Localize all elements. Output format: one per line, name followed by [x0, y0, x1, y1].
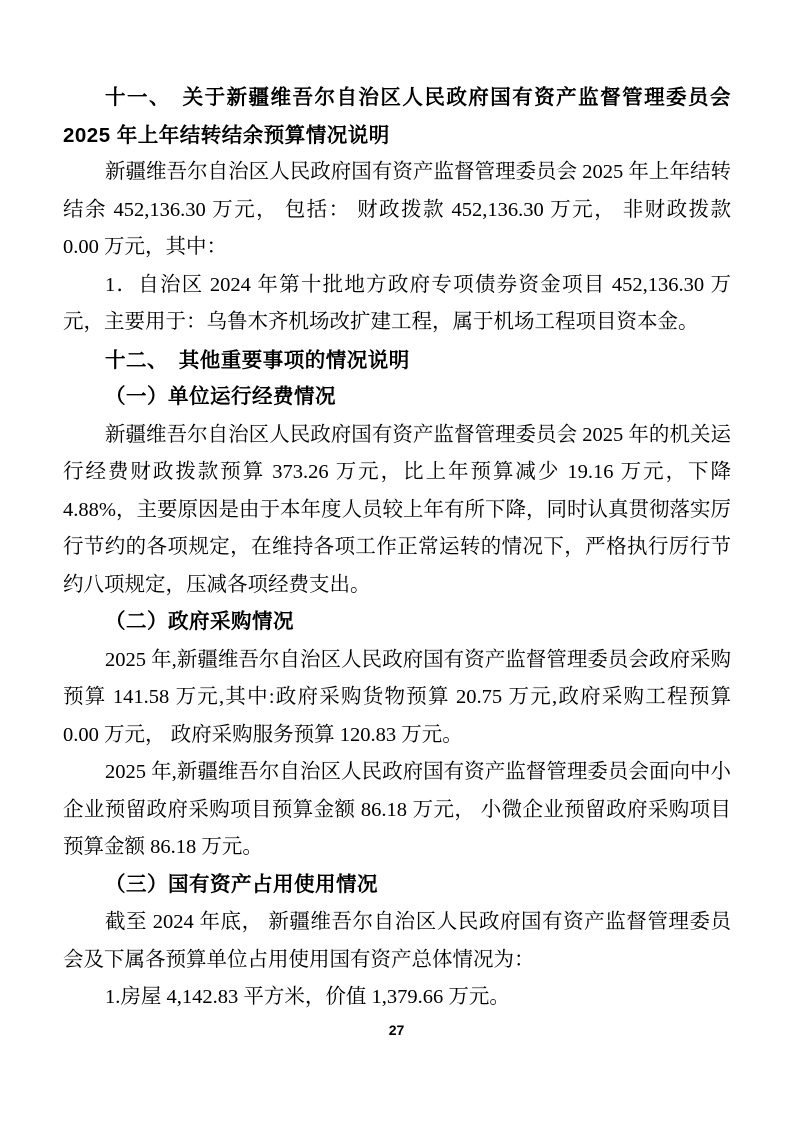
- section-heading-11: 十一、 关于新疆维吾尔自治区人民政府国有资产监督管理委员会 2025 年上年结转结余预算情况说明: [63, 86, 731, 147]
- sub-heading-procurement: （二）政府采购情况: [105, 611, 294, 633]
- paragraph-carryover-summary: 新疆维吾尔自治区人民政府国有资产监督管理委员会 2025 年上年结转结余 452,136.30 万元， 包括： 财政拨款 452,136.30 万元， 非财政拨款 0.00 万元，其中：: [63, 161, 731, 258]
- sub-heading-operating-funds: （一）单位运行经费情况: [105, 386, 336, 408]
- paragraph-state-assets-intro: 截至 2024 年底， 新疆维吾尔自治区人民政府国有资产监督管理委员会及下属各预算单位占用使用国有资产总体情况为：: [63, 911, 731, 971]
- page-number: 27: [388, 1022, 405, 1038]
- section-heading-12: 十二、 其他重要事项的情况说明: [105, 348, 410, 372]
- document-body: [63, 79, 731, 1017]
- paragraph-bond-project: 1．自治区 2024 年第十批地方政府专项债券资金项目 452,136.30 万元，主要用于：乌鲁木齐机场改扩建工程，属于机场工程项目资本金。: [63, 273, 731, 333]
- paragraph-sme-reserved: 2025 年,新疆维吾尔自治区人民政府国有资产监督管理委员会面向中小企业预留政府采购项目预算金额 86.18 万元， 小微企业预留政府采购项目预算金额 86.18 万元。: [63, 761, 731, 858]
- paragraph-housing-assets: 1.房屋 4,142.83 平方米，价值 1,379.66 万元。: [105, 986, 510, 1008]
- sub-heading-state-assets: （三）国有资产占用使用情况: [105, 873, 378, 896]
- paragraph-procurement-budget: 2025 年,新疆维吾尔自治区人民政府国有资产监督管理委员会政府采购预算 141.58 万元,其中:政府采购货物预算 20.75 万元,政府采购工程预算 0.00 万元， 政府采购服务预算 120.83 万元。: [63, 648, 731, 746]
- paragraph-operating-funds: 新疆维吾尔自治区人民政府国有资产监督管理委员会 2025 年的机关运行经费财政拨款预算 373.26 万元，比上年预算减少 19.16 万元，下降 4.88%，主要原因是由于本年度人员较上年有所下降，同时认真贯彻落实厉行节约的各项规定，在维持各项工作正常运转的情况下，严格执行厉行节约八项规定，压减各项经费支出。: [63, 423, 731, 596]
